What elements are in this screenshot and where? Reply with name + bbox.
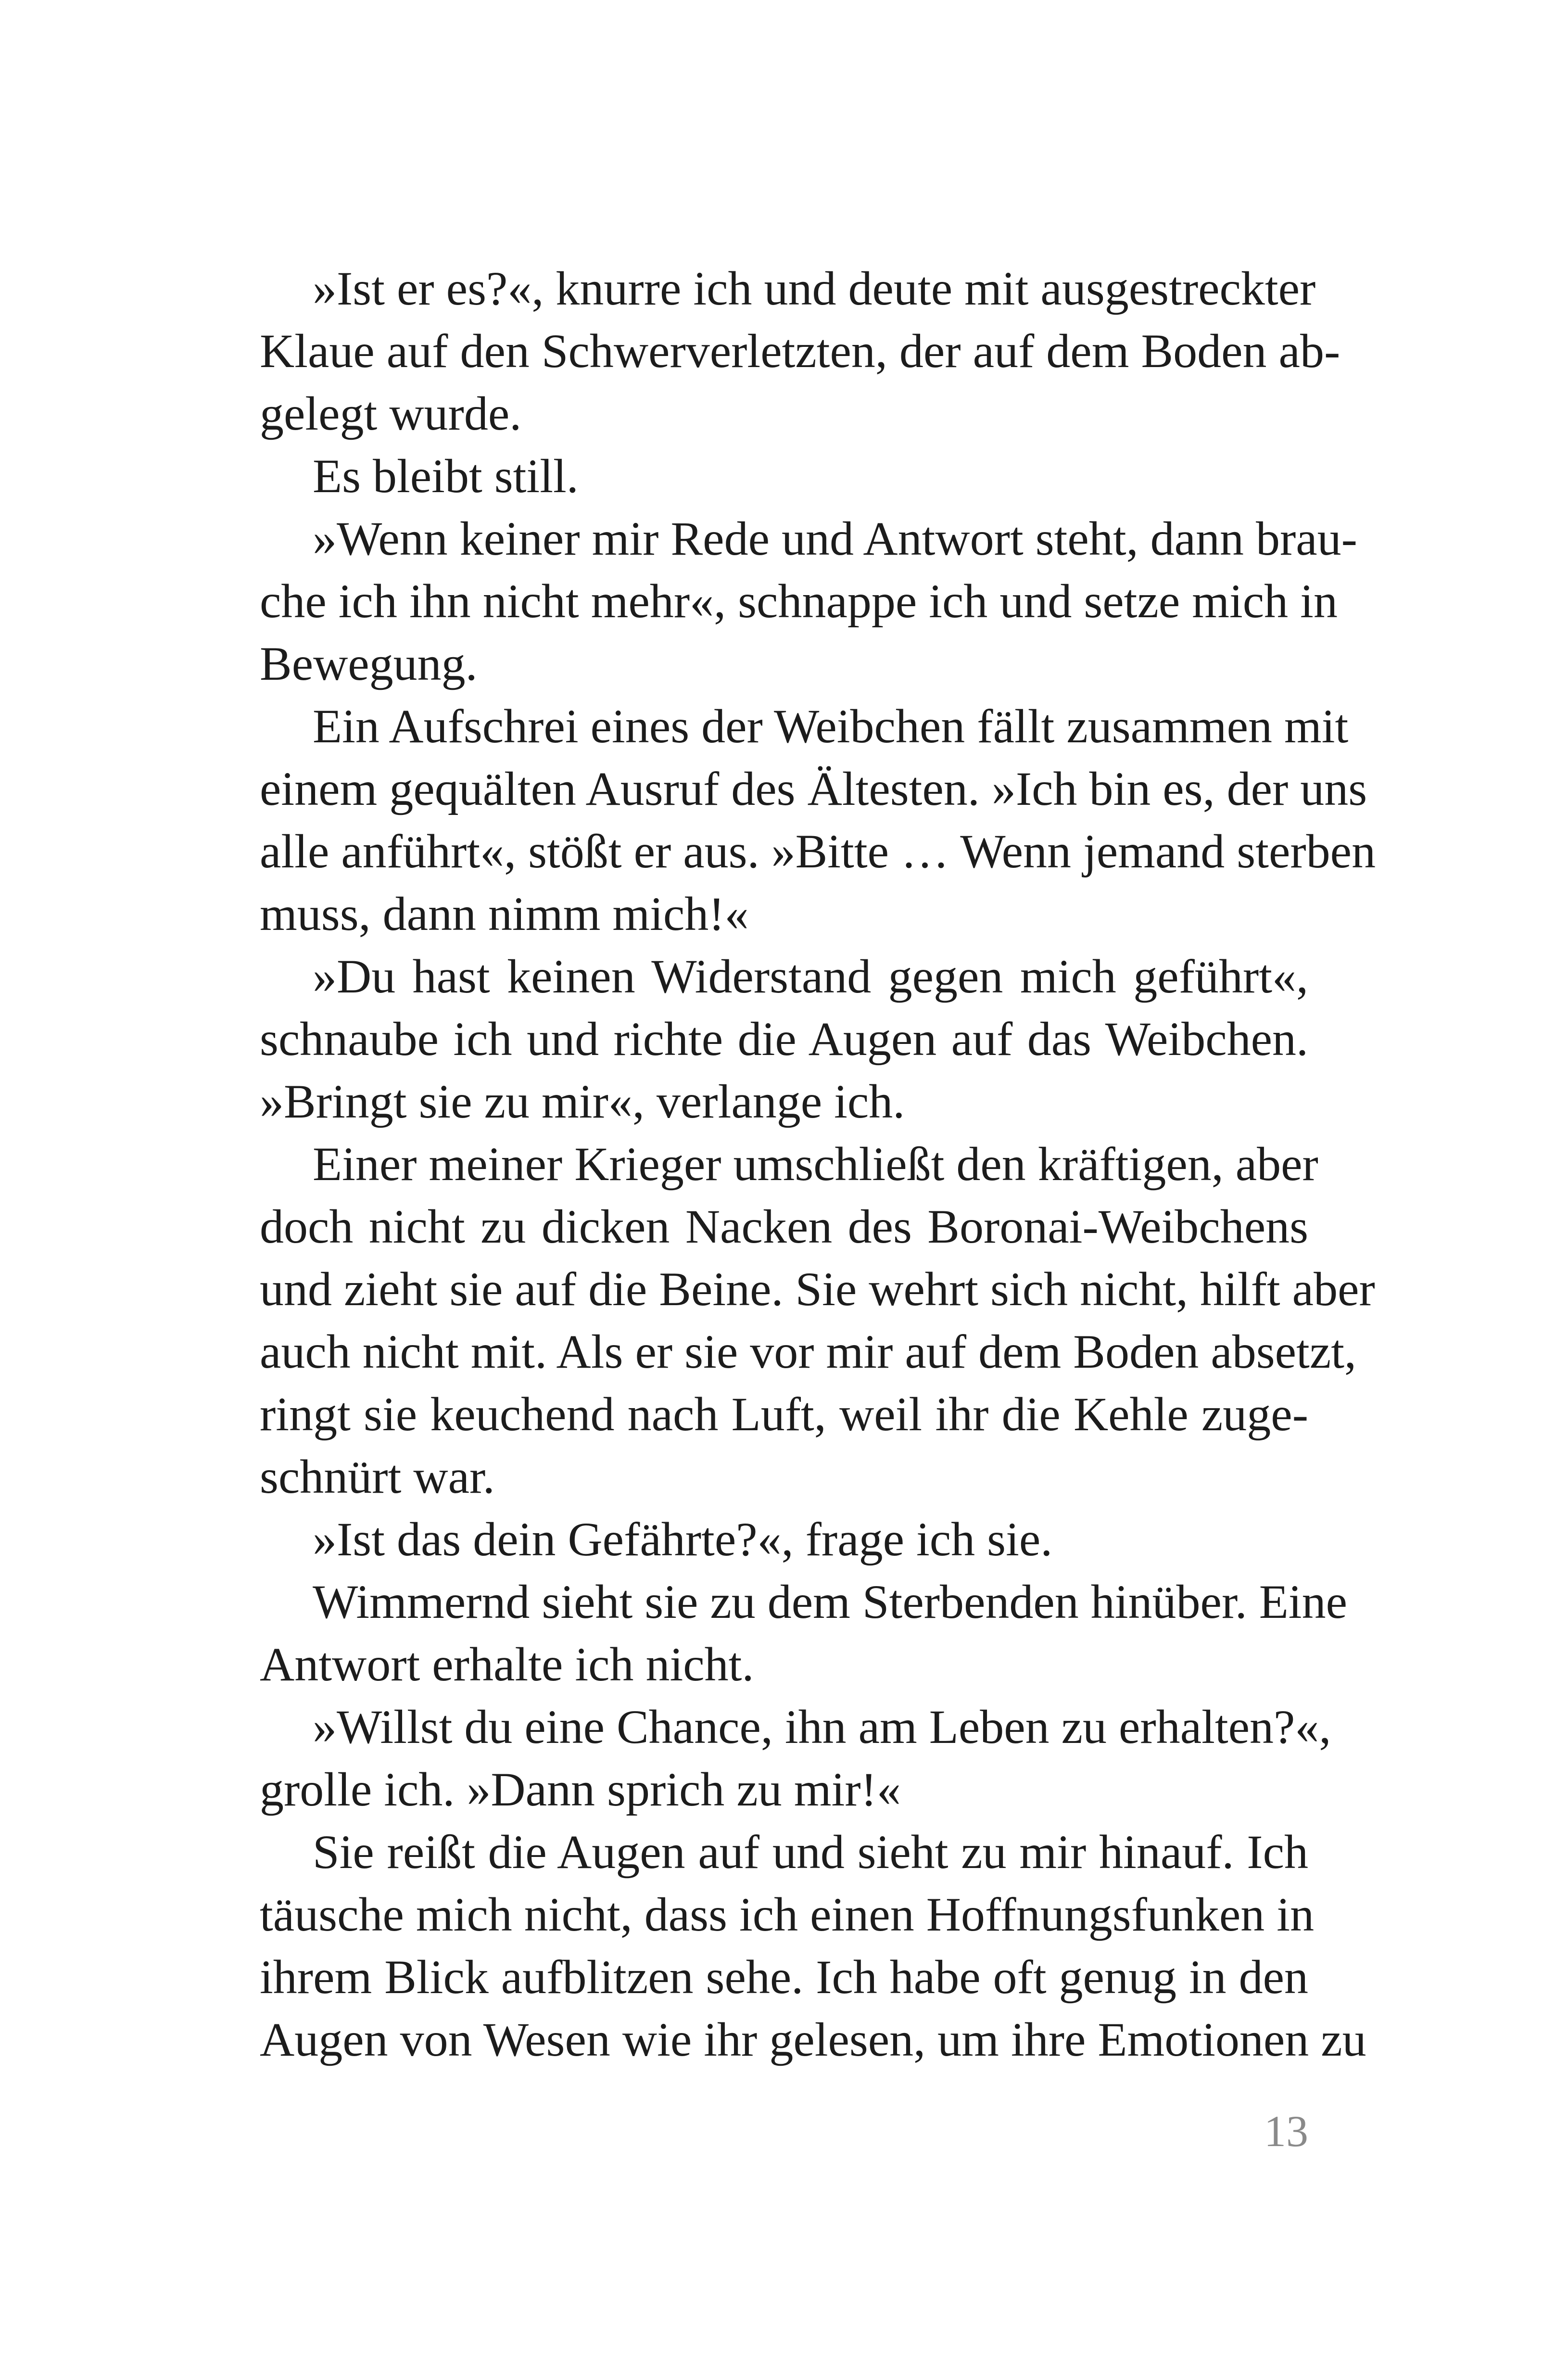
text-line: »Ist das dein Gefährte?«, frage ich sie. [313, 1512, 1053, 1566]
text-line: auch nicht mit. Als er sie vor mir auf dem Boden absetzt, [260, 1325, 1356, 1378]
text-line: Klaue auf den Schwerverletzten, der auf dem Boden ab- [260, 324, 1340, 378]
paragraph [260, 257, 1340, 445]
text-line: Wimmernd sieht sie zu dem Sterbenden hinüber. Eine [313, 1575, 1347, 1628]
text-line: »Bringt sie zu mir«, verlange ich. [260, 1075, 905, 1128]
text-line: grolle ich. »Dann sprich zu mir!« [260, 1763, 901, 1816]
text-line: »Ist er es?«, knurre ich und deute mit ausgestreckter [313, 262, 1316, 315]
text-line: »Willst du eine Chance, ihn am Leben zu erhalten?«, [313, 1700, 1331, 1754]
text-line: che ich ihn nicht mehr«, schnappe ich und setze mich in [260, 574, 1338, 628]
text-line: ihrem Blick aufblitzen sehe. Ich habe oft genug in den [260, 1950, 1308, 2004]
text-line: doch nicht zu dicken Nacken des Boronai-Weibchens [260, 1200, 1308, 1253]
paragraph [260, 1821, 1366, 2071]
paragraph [260, 1571, 1347, 1696]
body-text [260, 257, 1376, 2071]
paragraph [260, 508, 1357, 695]
paragraph [260, 1133, 1375, 1508]
paragraph [260, 445, 1308, 508]
text-line: Augen von Wesen wie ihr gelesen, um ihre Emotionen zu [260, 2013, 1366, 2066]
text-line: Bewegung. [260, 637, 478, 690]
text-line: Es bleibt still. [313, 449, 579, 503]
text-line: Einer meiner Krieger umschließt den kräftigen, aber [313, 1137, 1318, 1191]
text-line: gelegt wurde. [260, 387, 522, 440]
paragraph [260, 1508, 1308, 1571]
text-line: »Wenn keiner mir Rede und Antwort steht, dann brau- [313, 512, 1357, 565]
text-line: schnaube ich und richte die Augen auf das Weibchen. [260, 1012, 1308, 1066]
paragraph [260, 695, 1376, 945]
text-line: schnürt war. [260, 1450, 495, 1503]
text-line: Antwort erhalte ich nicht. [260, 1638, 754, 1691]
text-line: Ein Aufschrei eines der Weibchen fällt zusammen mit [313, 699, 1349, 753]
page-number: 13 [1264, 2107, 1308, 2156]
text-line: täusche mich nicht, dass ich einen Hoffnungsfunken in [260, 1888, 1315, 1941]
text-line: alle anführt«, stößt er aus. »Bitte … Wenn jemand sterben [260, 825, 1376, 878]
text-line: einem gequälten Ausruf des Ältesten. »Ich bin es, der uns [260, 762, 1367, 815]
paragraph [260, 945, 1308, 1133]
text-line: »Du hast keinen Widerstand gegen mich geführt«, [313, 950, 1308, 1003]
paragraph [260, 1696, 1331, 1821]
text-line: ringt sie keuchend nach Luft, weil ihr die Kehle zuge- [260, 1387, 1308, 1441]
text-line: und zieht sie auf die Beine. Sie wehrt sich nicht, hilft aber [260, 1262, 1375, 1316]
text-line: muss, dann nimm mich!« [260, 887, 749, 941]
text-line: Sie reißt die Augen auf und sieht zu mir hinauf. Ich [313, 1825, 1308, 1879]
